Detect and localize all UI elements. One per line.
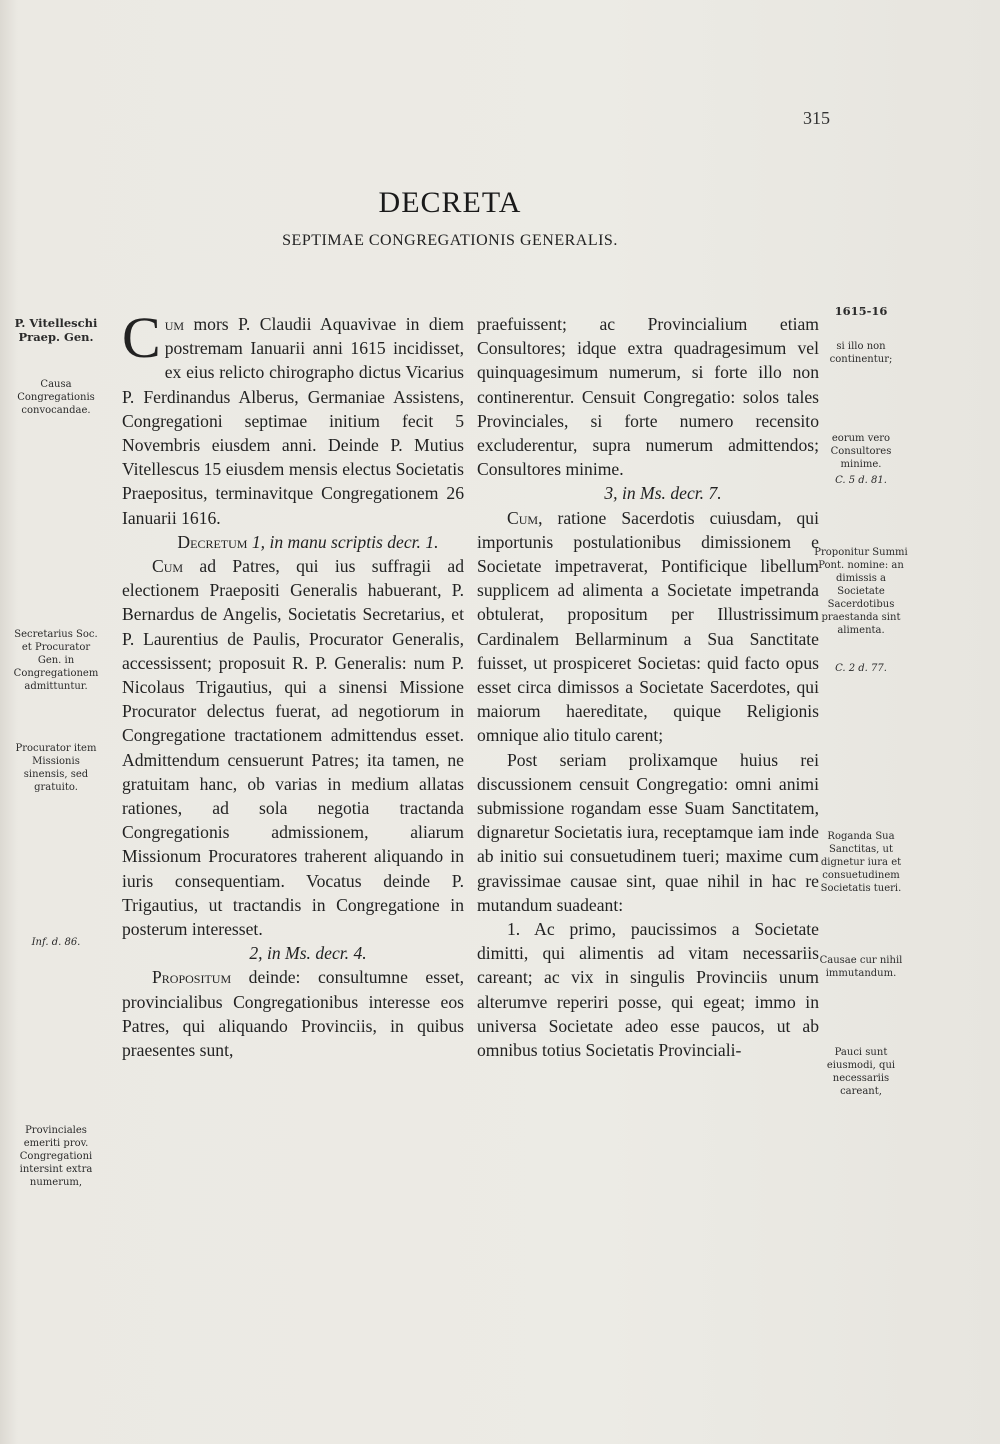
page-number: 315 [803,108,830,128]
left-margin-note: Procurator item Missionis sinensis, sed gratuito. [15,743,97,793]
right-margin-note: Roganda Sua Sanctitas, ut dignetur iura et consuetudinem Societatis tueri. [820,831,902,894]
decree-heading: Decretum 1, in manu scriptis decr. 1. [177,531,439,552]
drop-cap: C [122,305,161,370]
intro-paragraph: Cum mors P. Claudii Aquavivae in diem postremam Ianuarii anni 1615 incidisset, ex eius relicto chirographo dictus Vicarius P. Ferdinandus Alberus, Germaniae Assistens, Congregationi septimae initium fecit 5 Novembris eiusdem anni. Deinde P. Mutius Vitellescus 15 eiusdem mensis electus Societatis Praepositus, terminavitque Congregationem 26 Ianuarii 1616. [122,305,464,528]
left-margin-note: Provinciales emeriti prov. Congregationi intersint extra numerum, [19,1125,93,1188]
left-margin-note: Secretarius Soc. et Procurator Gen. in Congregationem admittuntur. [13,629,99,692]
right-column [477,312,819,1062]
decree-paragraph: praefuissent; ac Provincialium etiam Consultores; idque extra quadragesimum vel quinquagesimum numerum, si forte illo non continerentur. Censuit Congregatio: solos tales Provinciales, si forte numero recensito excluderentur, supra numerum admittendos; Consultores minime. [477,314,819,480]
page-title: DECRETA [378,186,522,219]
right-margin-note: 1615-16 [834,304,888,318]
right-margin-note: Causae cur nihil immutandum. [819,955,903,979]
right-margin-note: Pauci sunt eiusmodi, qui necessariis careant, [826,1047,896,1097]
decree-paragraph: Cum ad Patres, qui ius suffragii ad electionem Praepositi Generalis habuerant, P. Bernardus de Angelis, Societatis Secretarius, et P. Laurentius de Paulis, Procurator Generalis, accessissent; proposuit R. P. Generalis: num P. Nicolaus Trigautius, qui a sinensi Missione Procurator delectus fuerat, ad negotiorum in Congregatione tractationem admittendus esset. Admittendum censuerunt Patres; ita tamen, ne gratuitam hanc, ob varias in medium allatas rationes, ad sola negotia tractanda Congregationis admissionem, aliarum Missionum Procuratores traherent aliquando in iuris consequentiam. Vocatus deinde P. Trigautius, ut tractandis in Congregatione in posterum interesset. [122,556,464,940]
decree-heading: 2, in Ms. decr. 4. [249,943,367,964]
decree-paragraph: 1. Ac primo, paucissimos a Societate dimitti, qui alimentis ad vitam necessariis careant; ac vix in singulis Provinciis unum alterumve reperiri posse, qui egeat; immo in universa Societate adeo esse paucos, ut ab omnibus totius Societatis Provinciali- [477,919,819,1061]
right-margin-note: eorum vero Consultores minime. [830,433,892,470]
left-column [122,305,464,1062]
decree-paragraph: Post seriam prolixamque huius rei discussionem censuit Congregatio: omni animi submissione rogandam esse Suam Sanctitatem, dignaretur Societatis iura, receptamque iam inde ab initio sui consuetudinem tueri; maxime cum gravissimae causae sint, quae nihil in hac re mutandum suadeant: [477,749,819,915]
left-margin-note: P. Vitelleschi Praep. Gen. [14,316,98,344]
right-margin-note: C. 2 d. 77. [835,663,887,674]
left-margin-note: Causa Congregationis convocandae. [17,379,95,416]
right-margin-note: si illo non continentur; [829,341,893,365]
decree-heading: 3, in Ms. decr. 7. [604,483,722,504]
left-margin-note: Inf. d. 86. [31,937,81,948]
page-subtitle: SEPTIMAE CONGREGATIONIS GENERALIS. [282,232,618,249]
right-margin-note: Proponitur Summi Pont. nomine: an dimissis a Societate Sacerdotibus praestanda sint alimenta. [814,547,908,636]
right-margin-note: C. 5 d. 81. [835,475,887,486]
decree-paragraph: Cum, ratione Sacerdotis cuiusdam, qui importunis postulationibus dimissionem e Societate impetraverat, Pontificique libellum supplicem ad alimenta a Societate impetranda obtulerat, propositum per Illustrissimum Cardinalem Bellarminum a Sua Sanctitate fuisset, ut prospiceret Societas: quid facto opus esset circa dimissos a Societate Sacerdotes, qui maiorum haereditate, quique Religionis omnique alio titulo carent; [477,507,819,746]
decree-paragraph: Propositum deinde: consultumne esset, provincialibus Congregationibus interesse eos Patres, qui aliquando Provinciis, in quibus praesentes sunt, [122,967,464,1061]
